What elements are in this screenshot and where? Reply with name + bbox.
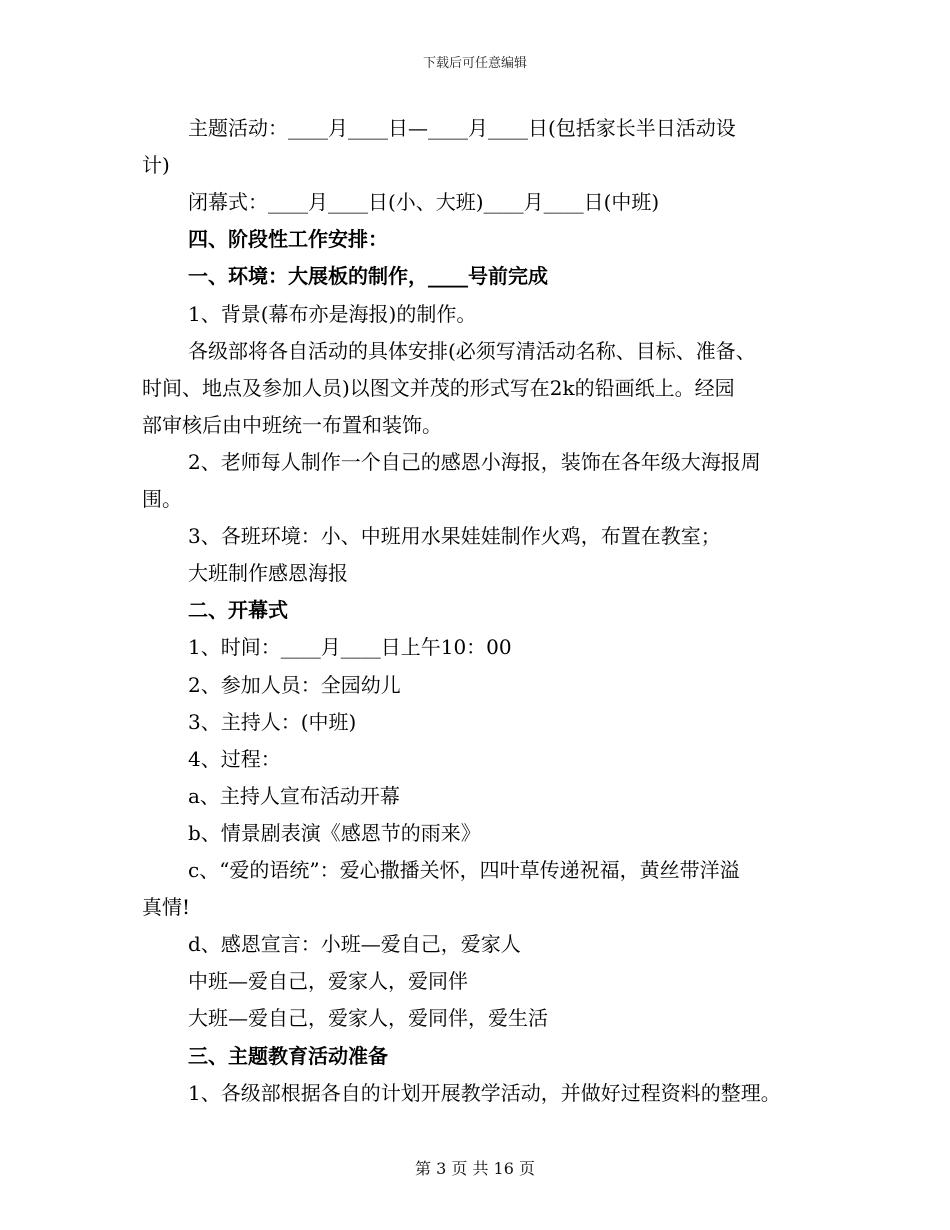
text-line: 主题活动：____月____日—____月____日(包括家长半日活动设 [188,116,736,140]
text-line: 部审核后由中班统一布置和装饰。 [142,413,442,437]
text-line: a、主持人宣布活动开幕 [188,784,400,808]
text-line: 大班—爱自己，爱家人，爱同伴，爱生活 [188,1006,548,1030]
page-header: 下载后可任意编辑 [422,56,527,71]
text-line: 各级部将各自活动的具体安排(必须写清活动名称、目标、准备、 [188,339,756,363]
text-line: 2、老师每人制作一个自己的感恩小海报，装饰在各年级大海报周 [188,450,761,474]
page-footer: 第 3 页 共 16 页 [415,1159,535,1178]
section-heading: 四、阶段性工作安排： [188,227,388,251]
text-line: 闭幕式：____月____日(小、大班)____月____日(中班) [188,190,660,214]
text-line: 真情! [142,895,191,919]
text-line: 1、时间：____月____日上午10：00 [188,635,512,659]
text-line: c、“爱的语统”：爱心撒播关怀，四叶草传递祝福，黄丝带洋溢 [188,858,740,882]
text-line: 围。 [142,487,182,511]
text-line: 时间、地点及参加人员)以图文并茂的形式写在2k的铅画纸上。经园 [142,376,735,400]
text-line: b、情景剧表演《感恩节的雨来》 [188,821,481,845]
text-line: 中班—爱自己，爱家人，爱同伴 [188,969,468,993]
text-line: 3、各班环境：小、中班用水果娃娃制作火鸡，布置在教室； [188,524,721,548]
section-heading: 一、环境：大展板的制作，____号前完成 [188,264,548,288]
section-heading: 三、主题教育活动准备 [188,1044,388,1068]
section-heading: 二、开幕式 [188,598,288,622]
text-line: d、感恩宣言：小班—爱自己，爱家人 [188,932,521,956]
text-line: 3、主持人：(中班) [188,710,357,734]
text-line: 计) [142,153,170,177]
text-line: 1、背景(幕布亦是海报)的制作。 [188,302,477,326]
text-line: 大班制作感恩海报 [188,561,348,585]
text-line: 1、各级部根据各自的计划开展教学活动，并做好过程资料的整理。 [188,1081,781,1105]
text-line: 4、过程： [188,747,281,771]
text-line: 2、参加人员：全园幼儿 [188,673,401,697]
